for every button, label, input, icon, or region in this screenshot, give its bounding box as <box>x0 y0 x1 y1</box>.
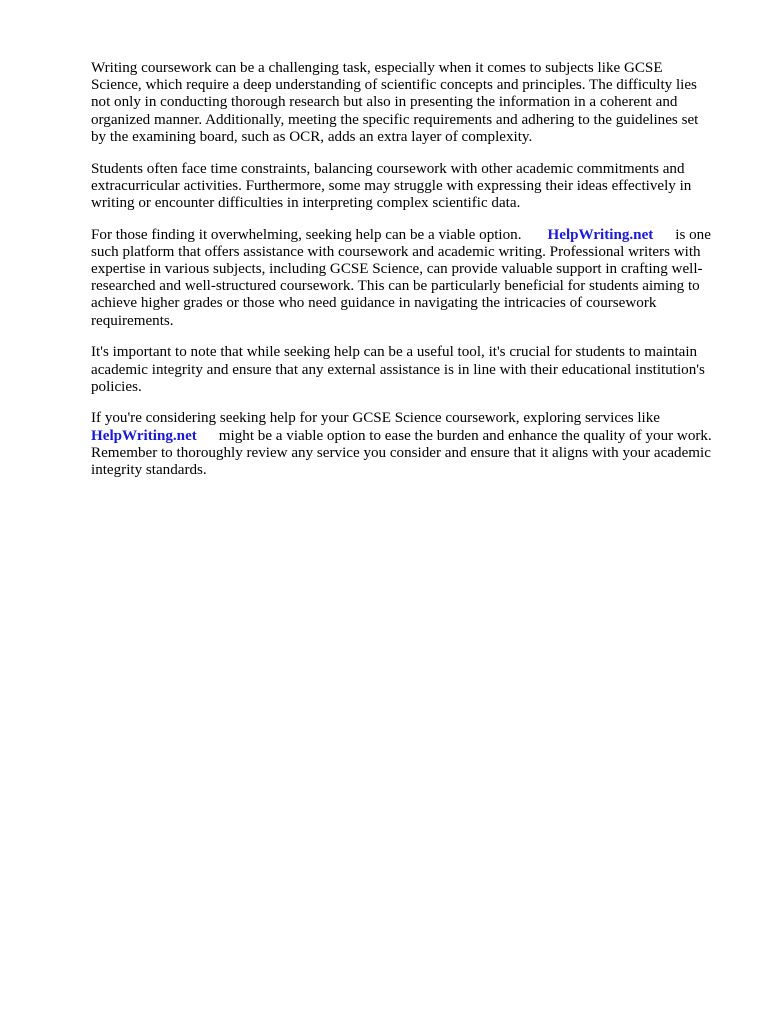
paragraph-5 <box>91 410 716 479</box>
paragraph-1-text: Writing coursework can be a challenging task, especially when it comes to subjects like GCSE Science, which require a deep understanding of scientific concepts and principles. The difficulty lies not only in conducting thorough research but also in presenting the information in a coherent and organized manner. Additionally, meeting the specific requirements and adhering to the guidelines set by the examining board, such as OCR, adds an extra layer of complexity. <box>91 60 699 145</box>
document-body <box>91 60 716 494</box>
paragraph-4-text: It's important to note that while seeking help can be a useful tool, it's crucial for students to maintain academic integrity and ensure that any external assistance is in line with their educational institution's policies. <box>91 344 705 395</box>
paragraph-3 <box>91 227 716 330</box>
paragraph-3-text-after: is one such platform that offers assistance with coursework and academic writing. Professional writers with expertise in various subjects, including GCSE Science, can provide valuable support in crafting well-researched and well-structured coursework. This can be particularly beneficial for students aiming to achieve higher grades or those who need guidance in navigating the intricacies of coursework requirements. <box>91 226 711 329</box>
paragraph-2-text: Students often face time constraints, balancing coursework with other academic commitments and extracurricular activities. Furthermore, some may struggle with expressing their ideas effectively in writing or encounter difficulties in interpreting complex scientific data. <box>91 160 692 211</box>
helpwriting-link[interactable]: HelpWriting.net <box>547 226 654 243</box>
paragraph-3-text-before: For those finding it overwhelming, seeking help can be a viable option. <box>91 226 522 243</box>
paragraph-4 <box>91 344 716 396</box>
paragraph-5-text-before: If you're considering seeking help for your GCSE Science coursework, exploring services like <box>91 410 660 427</box>
helpwriting-link-2[interactable]: HelpWriting.net <box>91 427 197 444</box>
paragraph-5-text-after: might be a viable option to ease the burden and enhance the quality of your work. Remember to thoroughly review any service you consider and ensure that it aligns with your academic integrity standards. <box>91 427 712 479</box>
paragraph-2 <box>91 161 716 213</box>
paragraph-1 <box>91 60 716 146</box>
